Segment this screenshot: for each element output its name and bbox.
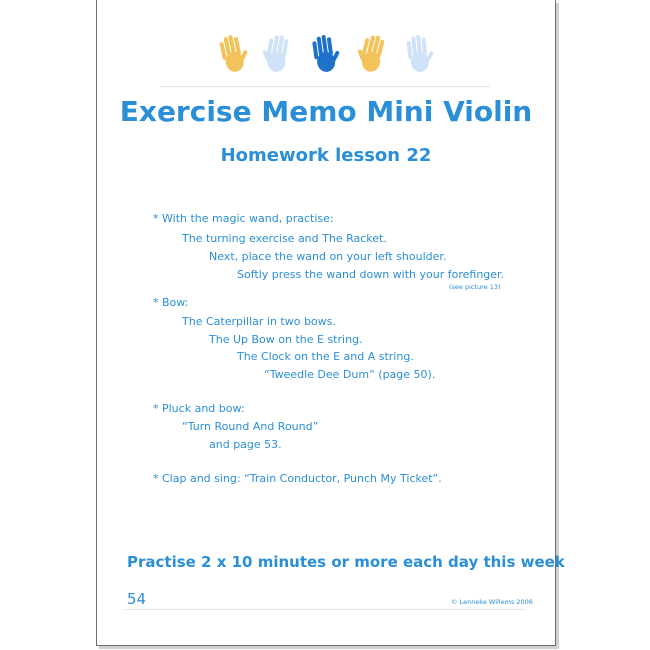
- list-item: and page 53.: [209, 438, 282, 451]
- list-item: * Pluck and bow:: [153, 402, 245, 415]
- page-subtitle: Homework lesson 22: [220, 145, 432, 166]
- list-item: Next, place the wand on your left shoulder.: [209, 250, 447, 263]
- hand-print-icon: [401, 32, 437, 76]
- hand-prints-decoration: [215, 32, 440, 80]
- hand-print-icon: [260, 32, 296, 76]
- list-item: The Clock on the E and A string.: [237, 350, 414, 363]
- list-item: The Caterpillar in two bows.: [182, 315, 336, 328]
- list-item: “Turn Round And Round”: [182, 420, 319, 433]
- hand-print-icon: [355, 32, 391, 76]
- list-item: The Up Bow on the E string.: [209, 333, 363, 346]
- list-item: * Clap and sing: “Train Conductor, Punch My Ticket”.: [153, 472, 442, 485]
- list-item: Softly press the wand down with your forefinger.: [237, 268, 505, 281]
- page-title: Exercise Memo Mini Violin: [119, 95, 533, 128]
- page-number: 54: [127, 590, 147, 608]
- list-item: * With the magic wand, practise:: [153, 212, 334, 225]
- header-divider: [160, 86, 490, 87]
- list-item: “Tweedle Dee Dum” (page 50).: [264, 368, 436, 381]
- document-page: [96, 0, 565, 646]
- practise-instruction: Practise 2 x 10 minutes or more each day this week: [127, 553, 565, 571]
- copyright-notice: © Lenneke Willems 2006: [451, 598, 533, 606]
- list-item: * Bow:: [153, 296, 189, 309]
- list-item: The turning exercise and The Racket.: [182, 232, 387, 245]
- footer-divider: [125, 609, 525, 610]
- hand-print-icon: [215, 32, 251, 76]
- hand-print-icon: [307, 32, 343, 76]
- picture-reference-note: (see picture 13): [449, 283, 501, 291]
